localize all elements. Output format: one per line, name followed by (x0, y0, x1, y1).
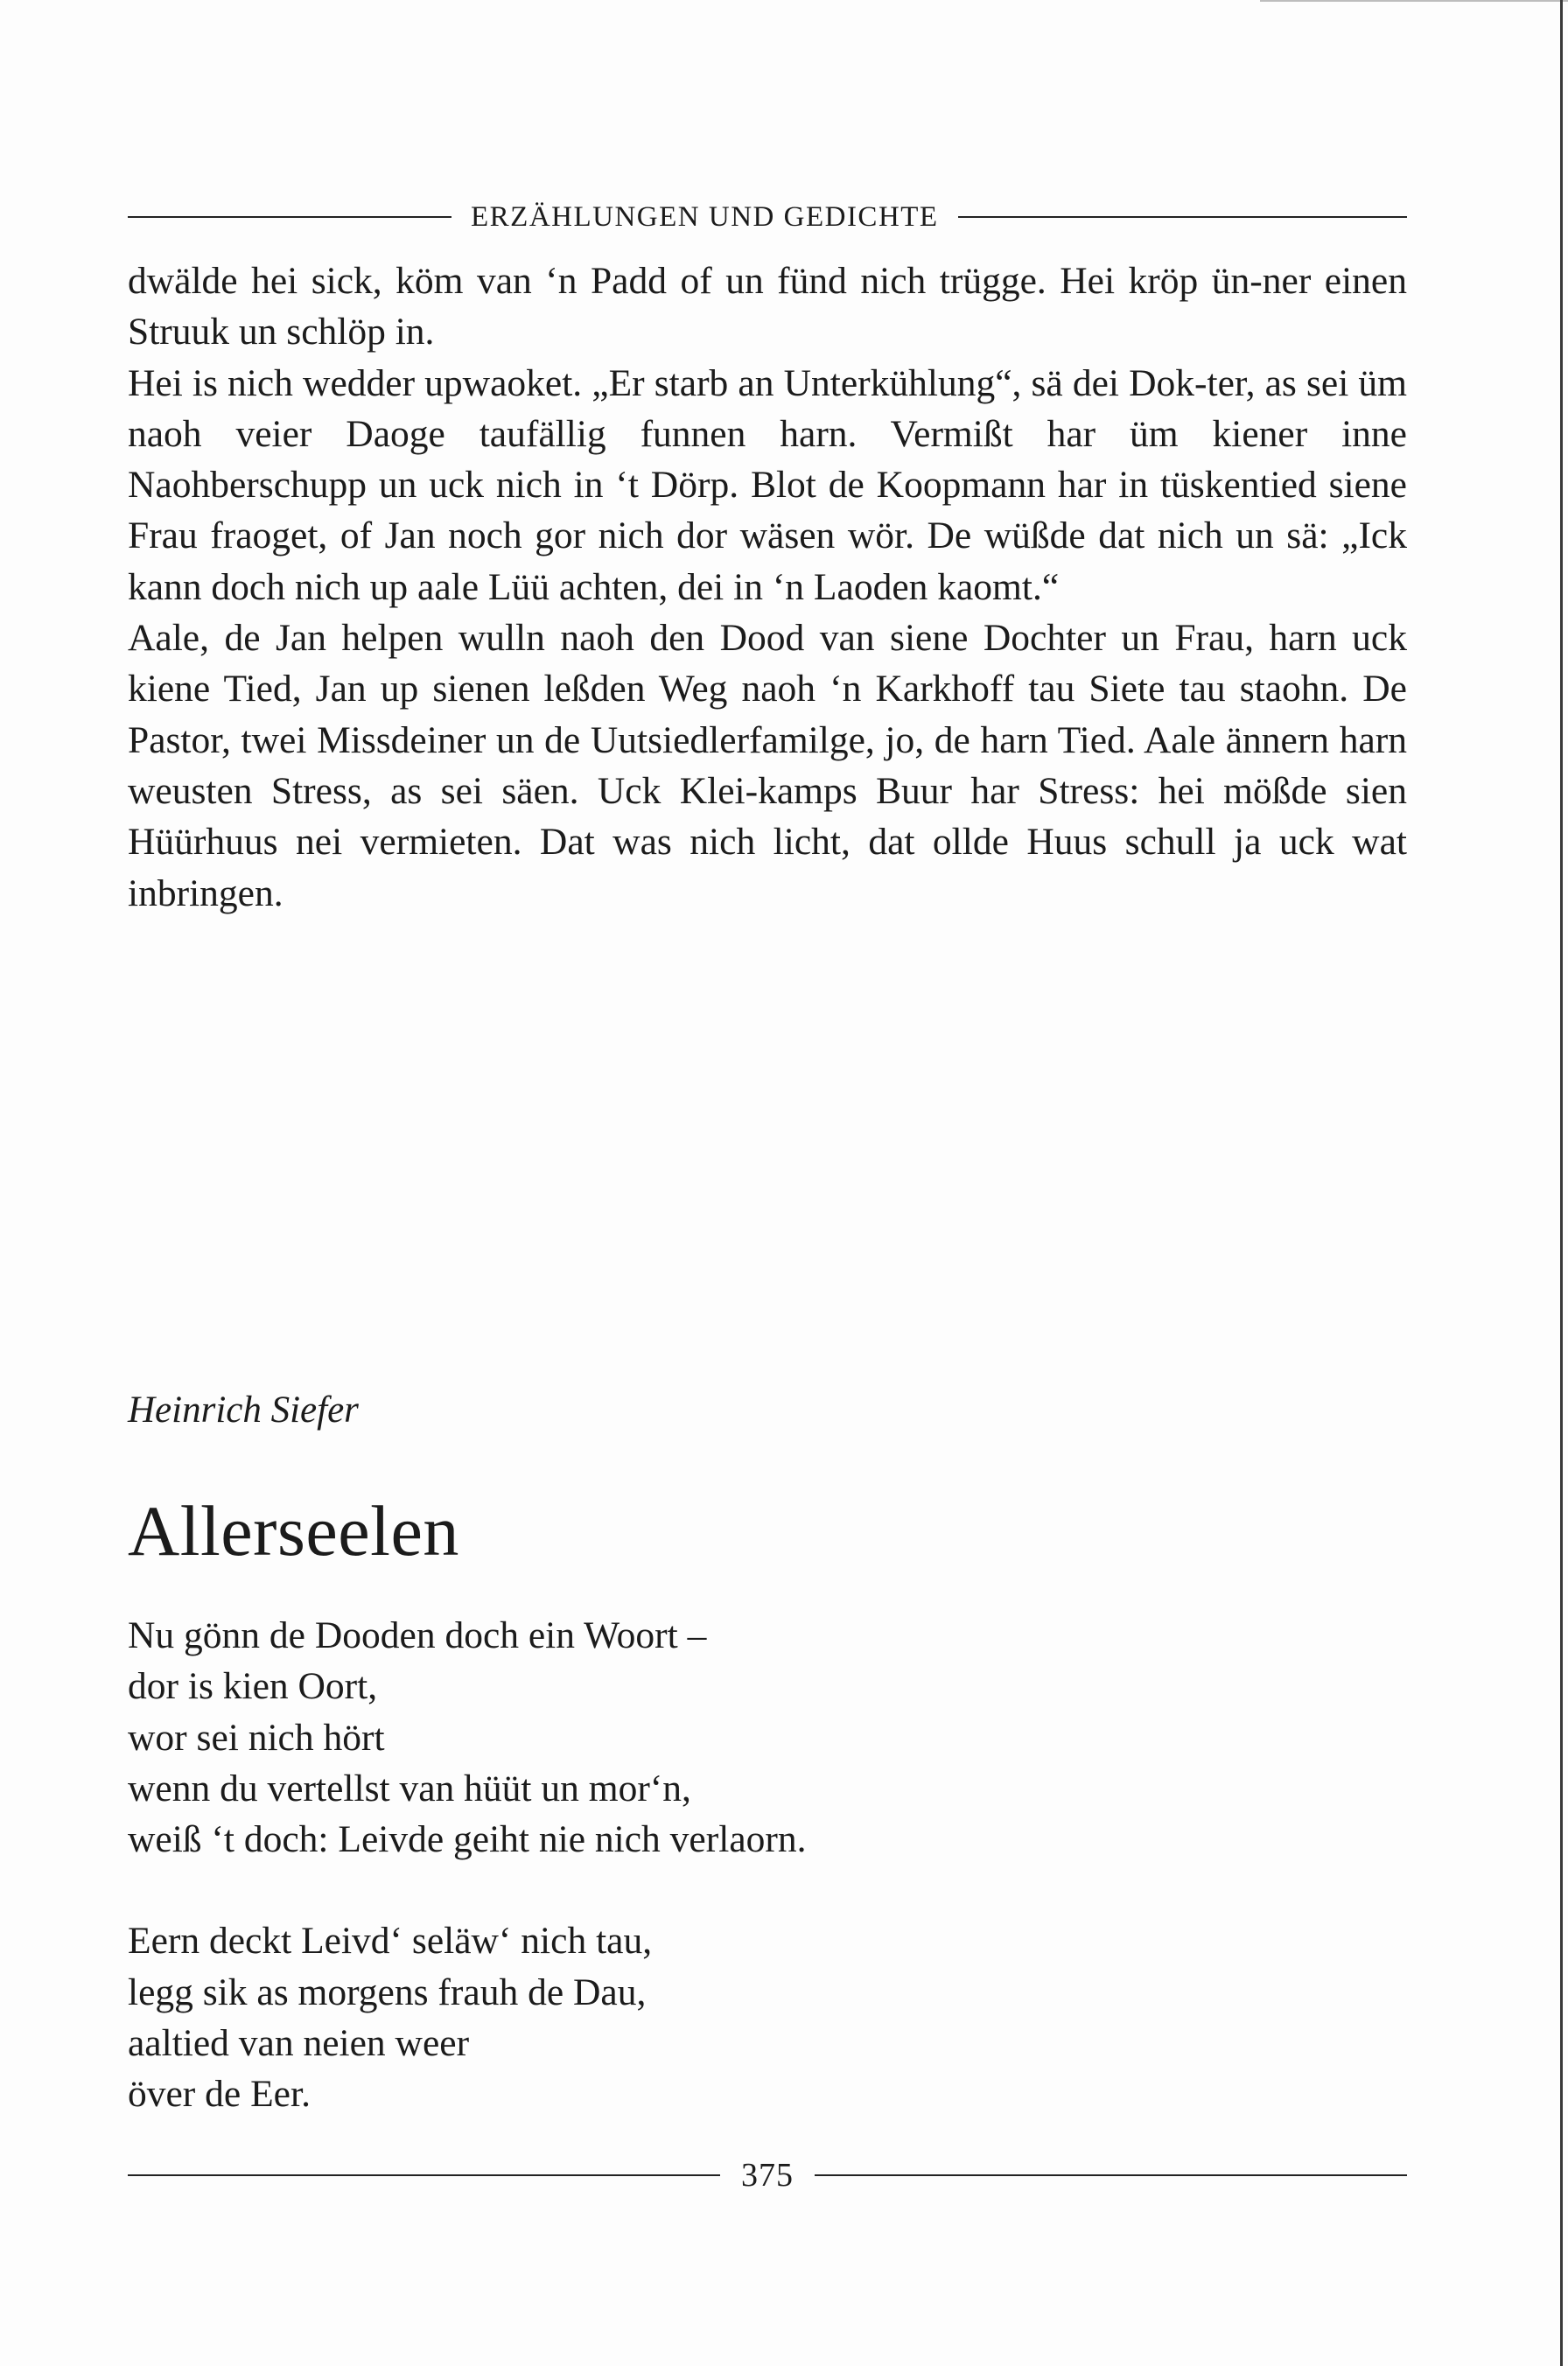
running-header-title: ERZÄHLUNGEN UND GEDICHTE (471, 200, 939, 233)
poem-line: weiß ‘t doch: Leivde geiht nie nich verlaorn. (128, 1818, 807, 1861)
running-header (128, 194, 1407, 240)
poem-line: legg sik as morgens frauh de Dau, (128, 1970, 647, 2013)
stanza-1 (128, 1610, 806, 1865)
header-rule-left (128, 216, 452, 218)
footer-rule-left (128, 2174, 720, 2176)
poem-line: Nu gönn de Dooden doch ein Woort – (128, 1614, 707, 1656)
paragraph-1: dwälde hei sick, köm van ‘n Padd of un fünd nich trügge. Hei kröp ün-ner einen Struuk un schlöp in. (128, 260, 1407, 354)
poem-line: över de Eer. (128, 2073, 311, 2116)
poem-line: dor is kien Oort, (128, 1665, 378, 1708)
story-text (128, 256, 1407, 919)
poem-line: aaltied van neien weer (128, 2022, 470, 2065)
poem-title: Allerseelen (128, 1491, 459, 1571)
header-rule-right (958, 216, 1407, 218)
footer-rule-right (815, 2174, 1407, 2176)
stanza-2 (128, 1915, 806, 2119)
paragraph-2: Hei is nich wedder upwaoket. „Er starb an Unterkühlung“, sä dei Dok-ter, as sei üm naoh veier Daoge taufällig funnen harn. Vermißt har üm kiener inne Naohberschupp un uck nich in ‘t Dörp. Blot de Koopmann har in tüskentied siene Frau fraoget, of Jan noch gor nich dor wäsen wör. De wüßde dat nich un sä: „Ick kann doch nich up aale Lüü achten, dei in ‘n Laoden kaomt.“ (128, 361, 1407, 608)
scan-edge-top (1260, 0, 1568, 2)
poem-author: Heinrich Siefer (128, 1390, 359, 1431)
running-footer (128, 2152, 1407, 2198)
poem-body (128, 1610, 806, 2120)
poem-line: wor sei nich hört (128, 1716, 385, 1759)
paragraph-3: Aale, de Jan helpen wulln naoh den Dood van siene Dochter un Frau, harn uck kiene Tied, Jan up sienen leßden Weg naoh ‘n Karkhoff tau Siete tau staohn. De Pastor, twei Missdeiner un de Uutsiedlerfamilge, jo, de harn Tied. Aale ännern harn weusten Stress, as sei säen. Uck Klei-kamps Buur har Stress: hei mößde sien Hüürhuus nei vermieten. Dat was nich licht, dat ollde Huus schull ja uck wat inbringen. (128, 617, 1407, 914)
poem-line: wenn du vertellst van hüüt un mor‘n, (128, 1767, 691, 1810)
scan-edge-right (1560, 0, 1563, 2366)
poem-line: Eern deckt Leivd‘ seläw‘ nich tau, (128, 1920, 653, 1963)
page-number: 375 (741, 2157, 794, 2194)
